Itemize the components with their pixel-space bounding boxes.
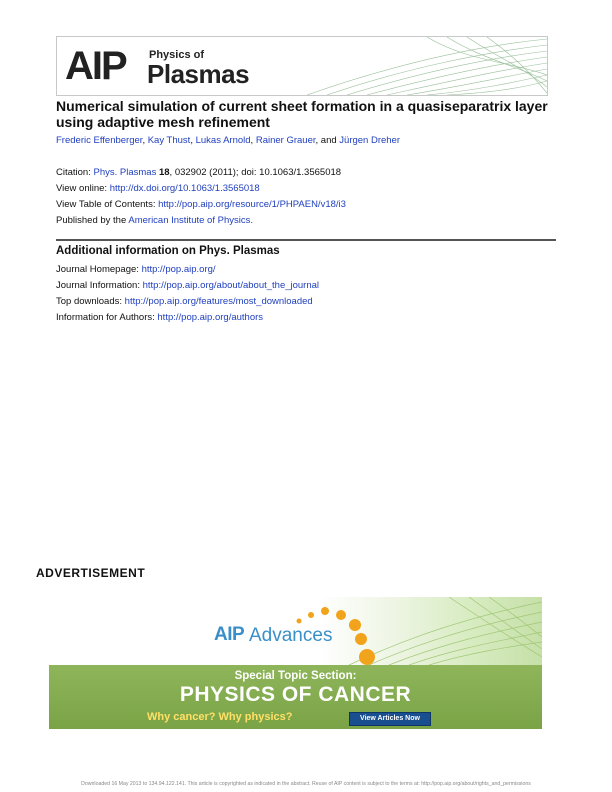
authors-and: and <box>320 135 337 146</box>
homepage-link[interactable]: http://pop.aip.org/ <box>141 264 216 275</box>
citation-line <box>56 167 341 178</box>
published-label: Published by the <box>56 215 127 226</box>
article-title: Numerical simulation of current sheet formation in a quasiseparatrix layer using adaptive mesh refinement <box>56 98 548 130</box>
info-label: Journal Homepage: <box>56 264 139 275</box>
advertisement-banner[interactable] <box>49 597 542 729</box>
top-downloads-link[interactable]: http://pop.aip.org/features/most_downloaded <box>124 296 313 307</box>
info-label: Top downloads: <box>56 296 123 307</box>
info-line-journal-info <box>56 280 319 291</box>
toc-label: View Table of Contents: <box>56 199 156 210</box>
author-link[interactable]: Frederic Effenberger <box>56 135 143 146</box>
view-online-label: View online: <box>56 183 108 194</box>
ad-brand-aip: AIP <box>214 624 245 645</box>
volume: 18 <box>158 167 170 178</box>
info-line-homepage <box>56 264 216 275</box>
additional-info-heading: Additional information on Phys. Plasmas <box>56 245 280 257</box>
doi-link[interactable]: http://dx.doi.org/10.1063/1.3565018 <box>109 183 260 194</box>
ad-special-topic: Special Topic Section: <box>234 670 357 682</box>
journal-banner <box>56 36 548 96</box>
info-line-authors <box>56 312 263 323</box>
toc-line <box>56 199 346 210</box>
authors-info-link[interactable]: http://pop.aip.org/authors <box>157 312 264 323</box>
citation-rest: , 032902 (2011); doi: 10.1063/1.3565018 <box>169 167 342 178</box>
author-link[interactable]: Lukas Arnold <box>195 135 251 146</box>
aip-logo: AIP <box>65 44 126 88</box>
info-line-top-downloads <box>56 296 313 307</box>
author-link[interactable]: Kay Thust <box>147 135 191 146</box>
ad-headline: PHYSICS OF CANCER <box>179 683 412 706</box>
advertisement-label: ADVERTISEMENT <box>36 566 146 580</box>
author-list: Frederic Effenberger, Kay Thust, Lukas Arnold, Rainer Grauer, and Jürgen Dreher <box>56 135 401 146</box>
journal-name-prefix: Physics of <box>149 49 205 61</box>
view-online-line <box>56 183 260 194</box>
ad-tagline: Why cancer? Why physics? <box>147 711 293 723</box>
view-articles-button[interactable]: View Articles Now <box>349 712 431 726</box>
author-link[interactable]: Jürgen Dreher <box>339 135 401 146</box>
publisher-link[interactable]: American Institute of Physics. <box>128 215 253 226</box>
publisher-line <box>56 215 253 226</box>
journal-info-link[interactable]: http://pop.aip.org/about/about_the_journal <box>142 280 320 291</box>
divider <box>56 239 556 241</box>
citation-label: Citation: <box>56 167 91 178</box>
info-label: Information for Authors: <box>56 312 155 323</box>
author-link[interactable]: Rainer Grauer <box>255 135 316 146</box>
toc-link[interactable]: http://pop.aip.org/resource/1/PHPAEN/v18/i3 <box>158 199 346 210</box>
ad-brand-advances: Advances <box>249 625 333 646</box>
info-label: Journal Information: <box>56 280 140 291</box>
swirl-graphic <box>267 37 547 95</box>
journal-name: Plasmas <box>147 59 250 89</box>
journal-link[interactable]: Phys. Plasmas <box>93 167 157 178</box>
download-footer: Downloaded 16 May 2013 to 134.94.122.141. This article is copyrighted as indicated in the abstract. Reuse of AIP content is subject to the terms at: http://pop.aip.org/about/rights_and_permissions <box>81 781 531 787</box>
